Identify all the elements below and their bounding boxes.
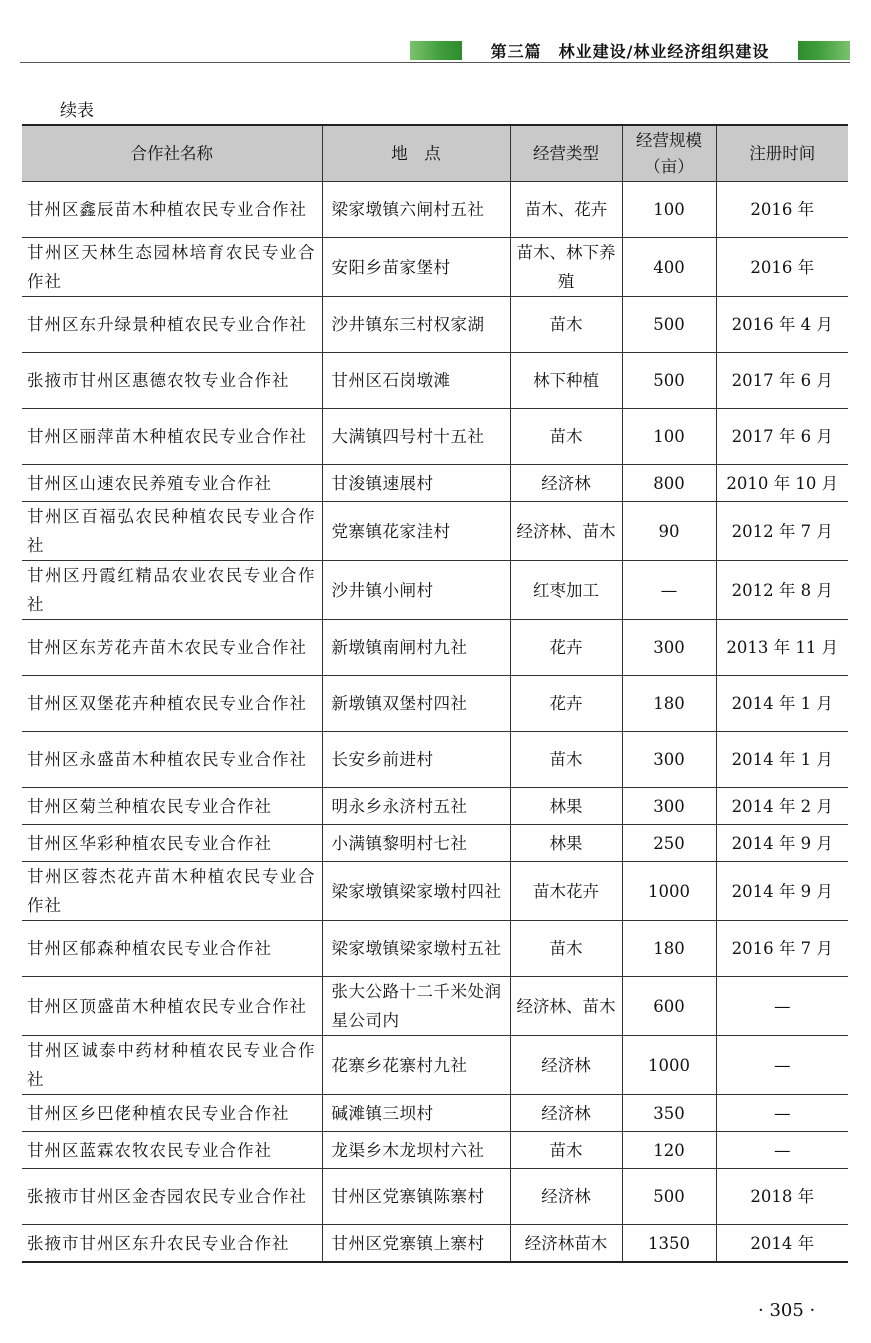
location-cell: 甘州区党寨镇上寨村 bbox=[322, 1225, 510, 1263]
location-cell: 张大公路十二千米处润星公司内 bbox=[322, 977, 510, 1036]
business-type-cell: 经济林、苗木 bbox=[510, 502, 622, 561]
table-header-row bbox=[22, 125, 848, 182]
table-row bbox=[22, 465, 848, 502]
scale-cell: 300 bbox=[622, 788, 716, 825]
table-row bbox=[22, 862, 848, 921]
cooperative-name-cell: 甘州区蓉杰花卉苗木种植农民专业合作社 bbox=[22, 862, 322, 921]
cooperatives-table bbox=[22, 124, 848, 1263]
table-row bbox=[22, 353, 848, 409]
location-cell: 梁家墩镇梁家墩村五社 bbox=[322, 921, 510, 977]
table-row bbox=[22, 921, 848, 977]
header-type: 经营类型 bbox=[510, 125, 622, 182]
cooperative-name-cell: 甘州区天林生态园林培育农民专业合作社 bbox=[22, 238, 322, 297]
location-cell: 明永乡永济村五社 bbox=[322, 788, 510, 825]
scale-cell: 100 bbox=[622, 182, 716, 238]
location-cell: 甘州区石岗墩滩 bbox=[322, 353, 510, 409]
table-row bbox=[22, 561, 848, 620]
header-scale bbox=[622, 125, 716, 182]
table-row bbox=[22, 1036, 848, 1095]
location-cell: 党寨镇花家洼村 bbox=[322, 502, 510, 561]
location-cell: 梁家墩镇梁家墩村四社 bbox=[322, 862, 510, 921]
cooperative-name-cell: 甘州区诚泰中药材种植农民专业合作社 bbox=[22, 1036, 322, 1095]
registration-date-cell: — bbox=[716, 1036, 848, 1095]
location-cell: 梁家墩镇六闸村五社 bbox=[322, 182, 510, 238]
table-row bbox=[22, 502, 848, 561]
location-cell: 安阳乡苗家堡村 bbox=[322, 238, 510, 297]
registration-date-cell: 2016 年 bbox=[716, 238, 848, 297]
header-green-block-right bbox=[798, 41, 850, 60]
business-type-cell: 经济林 bbox=[510, 1169, 622, 1225]
location-cell: 甘浚镇速展村 bbox=[322, 465, 510, 502]
scale-cell: 1000 bbox=[622, 862, 716, 921]
scale-cell: 1350 bbox=[622, 1225, 716, 1263]
table-row bbox=[22, 788, 848, 825]
table-row bbox=[22, 297, 848, 353]
registration-date-cell: 2013 年 11 月 bbox=[716, 620, 848, 676]
business-type-cell: 苗木花卉 bbox=[510, 862, 622, 921]
scale-cell: 350 bbox=[622, 1095, 716, 1132]
business-type-cell: 苗木、花卉 bbox=[510, 182, 622, 238]
registration-date-cell: 2014 年 2 月 bbox=[716, 788, 848, 825]
business-type-cell: 苗木 bbox=[510, 921, 622, 977]
registration-date-cell: 2014 年 1 月 bbox=[716, 732, 848, 788]
location-cell: 长安乡前进村 bbox=[322, 732, 510, 788]
table-row bbox=[22, 676, 848, 732]
location-cell: 大满镇四号村十五社 bbox=[322, 409, 510, 465]
registration-date-cell: 2014 年 9 月 bbox=[716, 825, 848, 862]
table-row bbox=[22, 238, 848, 297]
cooperative-name-cell: 甘州区菊兰种植农民专业合作社 bbox=[22, 788, 322, 825]
header-title: 第三篇 林业建设/林业经济组织建设 bbox=[490, 42, 770, 61]
business-type-cell: 林果 bbox=[510, 788, 622, 825]
registration-date-cell: 2012 年 7 月 bbox=[716, 502, 848, 561]
business-type-cell: 花卉 bbox=[510, 620, 622, 676]
business-type-cell: 苗木 bbox=[510, 1132, 622, 1169]
business-type-cell: 经济林 bbox=[510, 465, 622, 502]
table-row bbox=[22, 1225, 848, 1263]
header-scale-line2: （亩） bbox=[644, 156, 694, 176]
cooperative-name-cell: 张掖市甘州区东升农民专业合作社 bbox=[22, 1225, 322, 1263]
cooperative-name-cell: 甘州区乡巴佬种植农民专业合作社 bbox=[22, 1095, 322, 1132]
registration-date-cell: 2010 年 10 月 bbox=[716, 465, 848, 502]
business-type-cell: 红枣加工 bbox=[510, 561, 622, 620]
table-row bbox=[22, 977, 848, 1036]
scale-cell: 300 bbox=[622, 620, 716, 676]
business-type-cell: 林下种植 bbox=[510, 353, 622, 409]
header-scale-line1: 经营规模 bbox=[636, 130, 702, 150]
registration-date-cell: — bbox=[716, 1095, 848, 1132]
running-header bbox=[410, 41, 850, 60]
business-type-cell: 经济林 bbox=[510, 1036, 622, 1095]
cooperative-name-cell: 甘州区华彩种植农民专业合作社 bbox=[22, 825, 322, 862]
table-row bbox=[22, 1132, 848, 1169]
registration-date-cell: 2016 年 4 月 bbox=[716, 297, 848, 353]
business-type-cell: 苗木 bbox=[510, 409, 622, 465]
table-row bbox=[22, 409, 848, 465]
business-type-cell: 苗木 bbox=[510, 297, 622, 353]
header-green-block-left bbox=[410, 41, 462, 60]
registration-date-cell: 2016 年 7 月 bbox=[716, 921, 848, 977]
cooperative-name-cell: 甘州区郁森种植农民专业合作社 bbox=[22, 921, 322, 977]
cooperative-name-cell: 甘州区鑫辰苗木种植农民专业合作社 bbox=[22, 182, 322, 238]
table-row bbox=[22, 732, 848, 788]
business-type-cell: 林果 bbox=[510, 825, 622, 862]
location-cell: 碱滩镇三坝村 bbox=[322, 1095, 510, 1132]
location-cell: 龙渠乡木龙坝村六社 bbox=[322, 1132, 510, 1169]
registration-date-cell: 2017 年 6 月 bbox=[716, 409, 848, 465]
scale-cell: 180 bbox=[622, 921, 716, 977]
cooperative-name-cell: 甘州区双堡花卉种植农民专业合作社 bbox=[22, 676, 322, 732]
location-cell: 花寨乡花寨村九社 bbox=[322, 1036, 510, 1095]
business-type-cell: 花卉 bbox=[510, 676, 622, 732]
header-rule bbox=[20, 62, 850, 63]
scale-cell: — bbox=[622, 561, 716, 620]
business-type-cell: 苗木 bbox=[510, 732, 622, 788]
location-cell: 沙井镇东三村权家湖 bbox=[322, 297, 510, 353]
table-row bbox=[22, 1095, 848, 1132]
registration-date-cell: — bbox=[716, 977, 848, 1036]
registration-date-cell: — bbox=[716, 1132, 848, 1169]
cooperative-name-cell: 甘州区永盛苗木种植农民专业合作社 bbox=[22, 732, 322, 788]
location-cell: 甘州区党寨镇陈寨村 bbox=[322, 1169, 510, 1225]
scale-cell: 120 bbox=[622, 1132, 716, 1169]
cooperative-name-cell: 甘州区顶盛苗木种植农民专业合作社 bbox=[22, 977, 322, 1036]
location-cell: 沙井镇小闸村 bbox=[322, 561, 510, 620]
cooperative-name-cell: 甘州区东芳花卉苗木农民专业合作社 bbox=[22, 620, 322, 676]
scale-cell: 500 bbox=[622, 1169, 716, 1225]
scale-cell: 180 bbox=[622, 676, 716, 732]
location-cell: 新墩镇双堡村四社 bbox=[322, 676, 510, 732]
registration-date-cell: 2016 年 bbox=[716, 182, 848, 238]
business-type-cell: 经济林、苗木 bbox=[510, 977, 622, 1036]
scale-cell: 300 bbox=[622, 732, 716, 788]
scale-cell: 500 bbox=[622, 297, 716, 353]
header-name: 合作社名称 bbox=[22, 125, 322, 182]
cooperative-name-cell: 张掖市甘州区金杏园农民专业合作社 bbox=[22, 1169, 322, 1225]
registration-date-cell: 2012 年 8 月 bbox=[716, 561, 848, 620]
table-row bbox=[22, 620, 848, 676]
page-number: · 305 · bbox=[758, 1300, 816, 1321]
scale-cell: 1000 bbox=[622, 1036, 716, 1095]
cooperative-name-cell: 甘州区蓝霖农牧农民专业合作社 bbox=[22, 1132, 322, 1169]
scale-cell: 400 bbox=[622, 238, 716, 297]
cooperative-name-cell: 甘州区丹霞红精品农业农民专业合作社 bbox=[22, 561, 322, 620]
registration-date-cell: 2017 年 6 月 bbox=[716, 353, 848, 409]
continued-label: 续表 bbox=[60, 101, 94, 121]
header-date: 注册时间 bbox=[716, 125, 848, 182]
scale-cell: 500 bbox=[622, 353, 716, 409]
cooperative-name-cell: 甘州区东升绿景种植农民专业合作社 bbox=[22, 297, 322, 353]
scale-cell: 250 bbox=[622, 825, 716, 862]
scale-cell: 90 bbox=[622, 502, 716, 561]
header-location: 地 点 bbox=[322, 125, 510, 182]
registration-date-cell: 2014 年 1 月 bbox=[716, 676, 848, 732]
registration-date-cell: 2014 年 bbox=[716, 1225, 848, 1263]
table-row bbox=[22, 825, 848, 862]
scale-cell: 800 bbox=[622, 465, 716, 502]
registration-date-cell: 2018 年 bbox=[716, 1169, 848, 1225]
cooperative-name-cell: 甘州区百福弘农民种植农民专业合作社 bbox=[22, 502, 322, 561]
cooperative-name-cell: 甘州区丽萍苗木种植农民专业合作社 bbox=[22, 409, 322, 465]
location-cell: 小满镇黎明村七社 bbox=[322, 825, 510, 862]
scale-cell: 100 bbox=[622, 409, 716, 465]
scale-cell: 600 bbox=[622, 977, 716, 1036]
table-row bbox=[22, 1169, 848, 1225]
business-type-cell: 经济林 bbox=[510, 1095, 622, 1132]
registration-date-cell: 2014 年 9 月 bbox=[716, 862, 848, 921]
location-cell: 新墩镇南闸村九社 bbox=[322, 620, 510, 676]
cooperative-name-cell: 张掖市甘州区惠德农牧专业合作社 bbox=[22, 353, 322, 409]
business-type-cell: 经济林苗木 bbox=[510, 1225, 622, 1263]
cooperative-name-cell: 甘州区山速农民养殖专业合作社 bbox=[22, 465, 322, 502]
table-row bbox=[22, 182, 848, 238]
business-type-cell: 苗木、林下养殖 bbox=[510, 238, 622, 297]
